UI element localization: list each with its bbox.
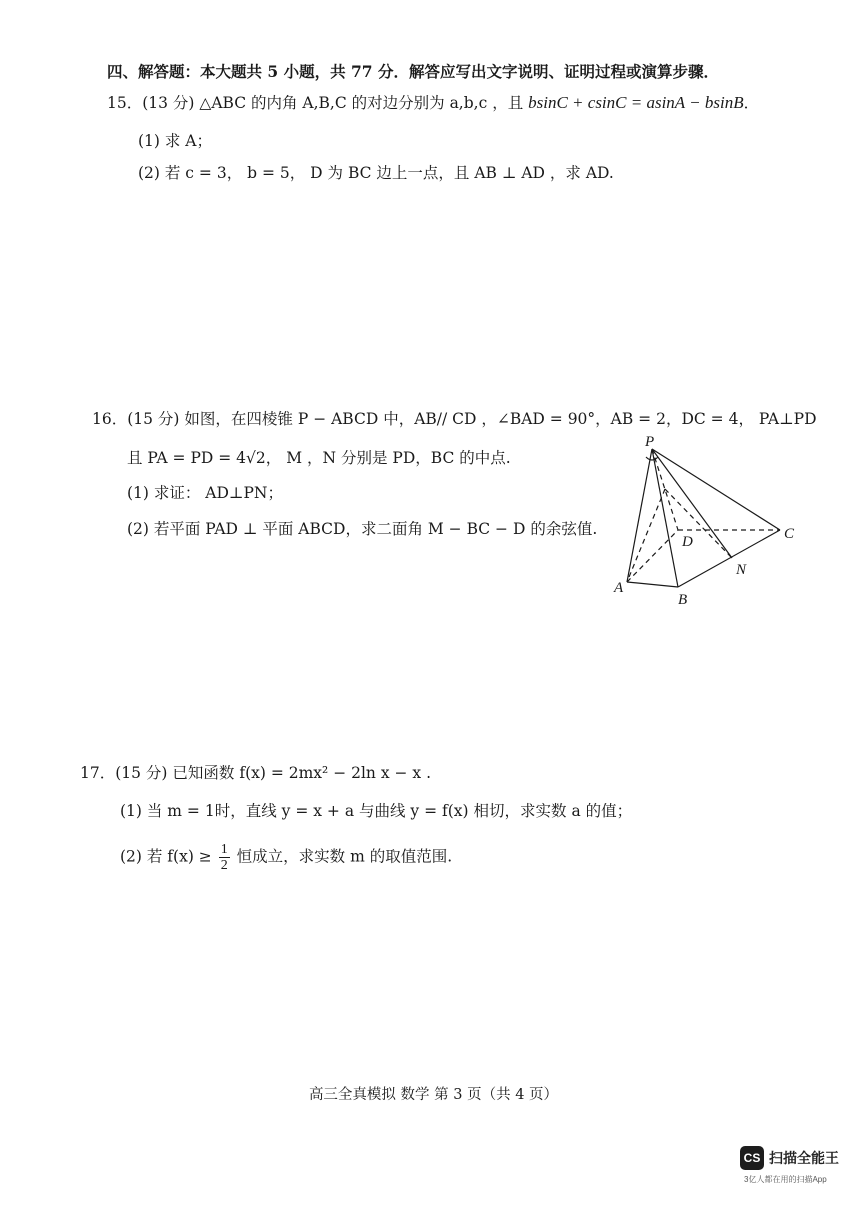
question-15-part-2: (2) 若 c = 3， b = 5， D 为 BC 边上一点，且 AB ⊥ AD ，求 AD. [138,164,614,182]
question-17-number: 17．(15 分) [80,764,173,782]
question-17-part-1: (1) 当 m = 1时，直线 y = x + a 与曲线 y = f(x) 相切，求实数 a 的值； [120,802,633,820]
vertex-label-D: D [682,534,693,550]
page-footer: 高三全真模拟 数学 第 3 页（共 4 页） [308,1087,559,1103]
camscanner-logo-icon: CS [740,1146,764,1170]
question-15-part-1: (1) 求 A； [138,132,213,150]
question-16-part-2: (2) 若平面 PAD ⊥ 平面 ABCD，求二面角 M − BC − D 的余弦值. [127,520,598,538]
edge-PA [627,449,652,582]
question-15-text: △ABC 的内角 A,B,C 的对边分别为 a,b,c ，且 [199,94,529,112]
edge-BC [678,530,780,587]
question-16-text: 如图，在四棱锥 P − ABCD 中，AB// CD ，∠BAD = 90°，AB = 2，DC = 4， PA⊥PD [184,410,817,428]
segment-MN [665,489,732,558]
vertex-label-B: B [678,592,688,607]
question-17-text: 已知函数 f(x) = 2mx² − 2ln x − x . [172,764,432,782]
question-17-part-2 [120,842,452,873]
edge-AB [627,582,678,587]
question-16-stem-line-2 [127,447,511,469]
scanner-watermark [740,1146,860,1186]
section-header: 四、解答题：本大题共 5 小题，共 77 分．解答应写出文字说明、证明过程或演算步骤． [107,62,719,81]
watermark-app-name: 扫描全能王 [769,1150,839,1166]
question-15-stem [107,92,759,114]
vertex-label-C: C [784,526,795,542]
fraction-numerator: 1 [220,842,228,857]
vertex-label-P: P [645,434,655,450]
question-16-number: 16．(15 分) [92,410,185,428]
question-17-part-2-tail: 恒成立，求实数 m 的取值范围. [231,847,453,866]
question-17-part-2-lead: (2) 若 f(x) ≥ [120,847,217,866]
question-16-sqrt: √2 [246,449,266,467]
pyramid-figure [610,432,810,607]
right-angle-mark [646,457,658,460]
segment-MA [627,489,665,582]
watermark-tagline: 3亿人都在用的扫描App [744,1175,827,1184]
fraction-one-half [219,842,230,873]
edge-AD [627,530,678,582]
question-15-formula: bsinC + csinC = asinA − bsinB [528,93,744,112]
edge-PC [652,449,780,530]
question-15-number: 15．(13 分) [107,94,200,112]
question-16-part-1: (1) 求证： AD⊥PN； [127,484,283,502]
question-17-stem [80,762,431,784]
question-16-midpoints: ， M ，N 分别是 PD，BC 的中点. [265,449,511,467]
fraction-denominator: 2 [220,858,228,873]
question-16-stem-line-1 [92,408,817,430]
question-15-end: ． [743,94,760,112]
question-16-given-lengths: 且 PA = PD = 4 [127,449,247,467]
point-label-N: N [736,562,747,578]
vertex-label-A: A [614,580,624,596]
